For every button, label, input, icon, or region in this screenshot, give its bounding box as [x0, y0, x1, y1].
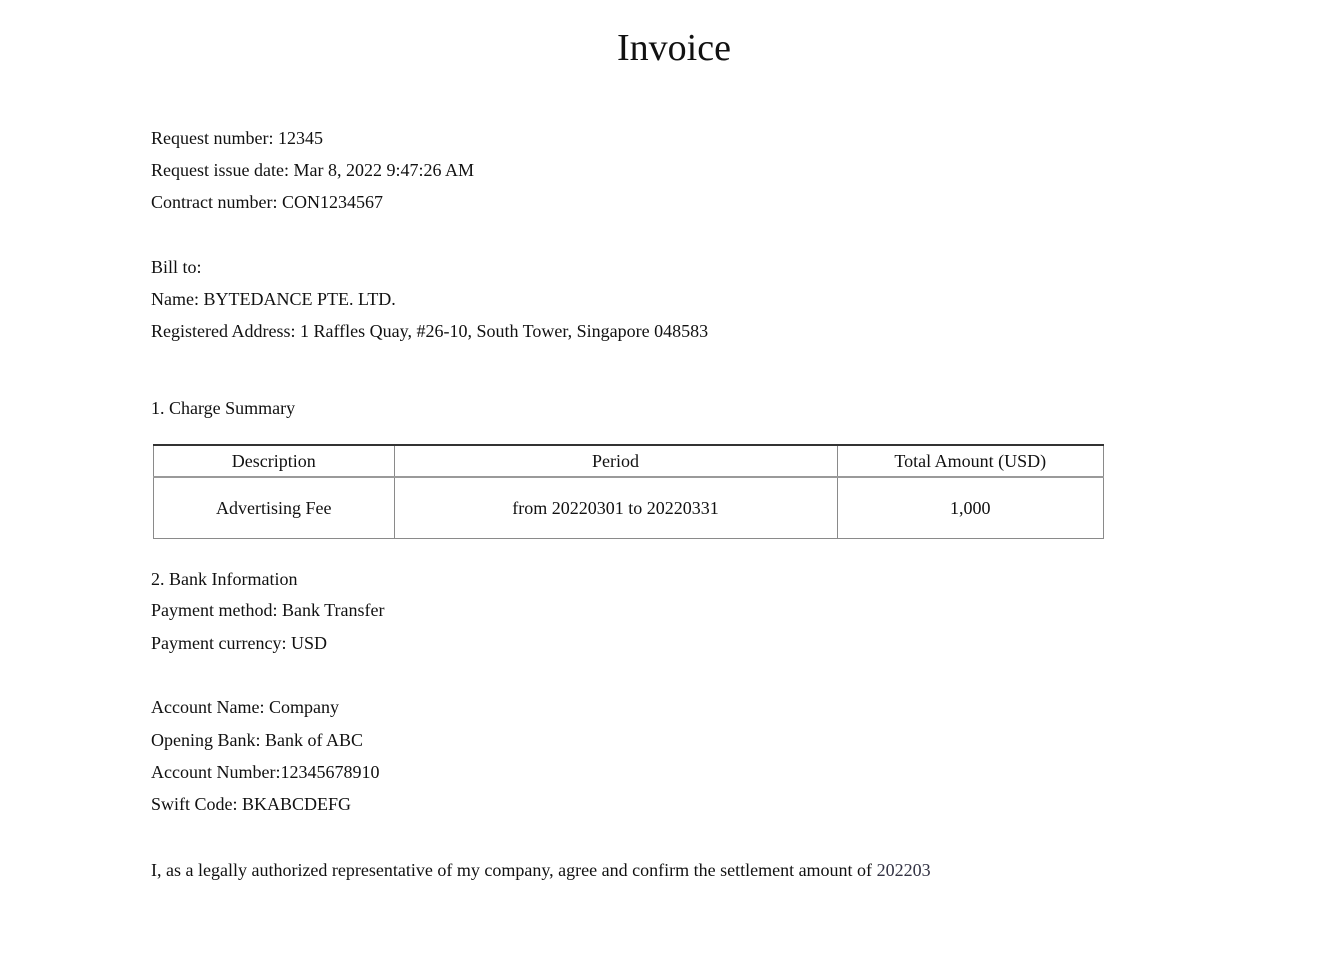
column-header-total-amount: Total Amount (USD) [837, 445, 1103, 477]
payment-method: Payment method: Bank Transfer [151, 600, 385, 620]
column-header-period: Period [394, 445, 837, 477]
contract-number: Contract number: CON1234567 [151, 192, 383, 212]
request-number: Request number: 12345 [151, 128, 323, 148]
column-header-description: Description [154, 445, 395, 477]
swift-code: Swift Code: BKABCDEFG [151, 794, 352, 814]
account-number: Account Number:12345678910 [151, 762, 380, 782]
cell-total: 1,000 [837, 477, 1103, 539]
account-name: Account Name: Company [151, 697, 339, 717]
cell-description: Advertising Fee [154, 477, 395, 539]
bill-to-name: Name: BYTEDANCE PTE. LTD. [151, 289, 396, 309]
invoice-title: Invoice [617, 27, 731, 69]
request-issue-date: Request issue date: Mar 8, 2022 9:47:26 AM [151, 160, 474, 180]
bank-information-heading: 2. Bank Information [151, 569, 298, 589]
cell-period: from 20220301 to 20220331 [394, 477, 837, 539]
bill-to-heading: Bill to: [151, 257, 202, 277]
confirmation-text: I, as a legally authorized representative of my company, agree and confirm the settlement amount of [151, 860, 873, 880]
table-row [154, 477, 1104, 539]
table-header-row [154, 445, 1104, 477]
bill-to-address: Registered Address: 1 Raffles Quay, #26-10, South Tower, Singapore 048583 [151, 321, 709, 341]
confirmation-period: 202203 [876, 860, 931, 880]
opening-bank: Opening Bank: Bank of ABC [151, 730, 363, 750]
charge-summary-heading: 1. Charge Summary [151, 398, 296, 418]
confirmation-statement [151, 859, 931, 881]
charge-summary-table [153, 444, 1104, 539]
payment-currency: Payment currency: USD [151, 633, 327, 653]
